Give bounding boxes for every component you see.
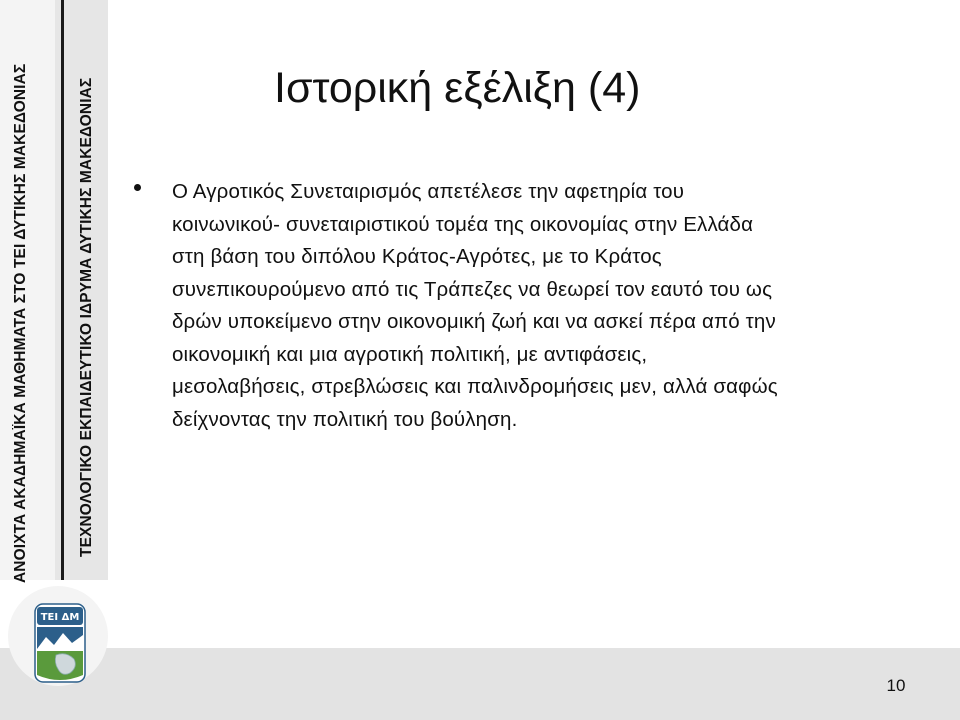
bullet-line: μεσολαβήσεις, στρεβλώσεις και παλινδρομήσεις μεν, αλλά σαφώς (172, 375, 778, 398)
bullet-paragraph (172, 176, 904, 436)
bullet-line: Ο Αγροτικός Συνεταιρισμός απετέλεσε την αφετηρία του (172, 180, 685, 203)
vertical-banner-text-inner: ΤΕΧΝΟΛΟΓΙΚΟ ΕΚΠΑΙΔΕΥΤΙΚΟ ΙΔΡΥΜΑ ΔΥΤΙΚΗΣ ΜΑΚΕΔΟΝΙΑΣ (78, 77, 95, 557)
bullet-line: κοινωνικού- συνεταιριστικού τομέα της οικονομίας στην Ελλάδα (172, 212, 754, 236)
vertical-banner-text-outer: ΑΝΟΙΧΤΑ ΑΚΑΔΗΜΑΪΚΑ ΜΑΘΗΜΑΤΑ ΣΤΟ ΤΕΙ ΔΥΤΙΚΗΣ ΜΑΚΕΔΟΝΙΑΣ (12, 63, 29, 583)
slide-title: Ιστορική εξέλιξη (4) (274, 64, 641, 112)
bullet-marker (134, 184, 141, 191)
bullet-line: συνεπικουρούμενο από τις Τράπεζες να θεωρεί τον εαυτό του ως (172, 277, 773, 301)
bullet-line: δείχνοντας την πολιτική του βούληση. (172, 407, 518, 431)
bullet-line: στη βάση του διπόλου Κράτος-Αγρότες, με το Κράτος (172, 245, 662, 268)
footer-band (0, 648, 960, 720)
vertical-divider (61, 0, 64, 580)
bullet-line: οικονομική και μια αγροτική πολιτική, με αντιφάσεις, (172, 342, 648, 366)
bullet-list (134, 176, 904, 436)
bullet-line: δρών υποκείμενο στην οικονομική ζωή και να ασκεί πέρα από την (172, 310, 776, 333)
page-number: 10 (886, 676, 906, 695)
logo-text: ΤΕΙ ΔΜ (40, 612, 80, 623)
tei-logo-icon (34, 603, 86, 683)
